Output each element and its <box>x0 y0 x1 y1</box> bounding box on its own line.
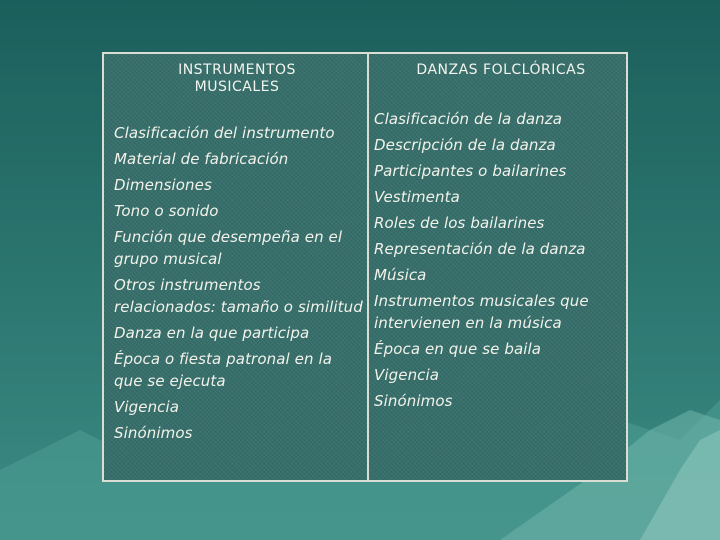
column-divider <box>367 54 369 480</box>
danzas-item: Música <box>374 266 427 284</box>
instrumentos-item: Vigencia <box>114 398 180 416</box>
header-danzas: DANZAS FOLCLÓRICAS <box>416 62 586 78</box>
instrumentos-item: Tono o sonido <box>114 202 219 220</box>
danzas-item: Instrumentos musicales que intervienen en la música <box>374 292 589 332</box>
danzas-item: Época en que se baila <box>374 340 542 358</box>
comparison-table <box>102 52 628 482</box>
danzas-item: Participantes o bailarines <box>374 162 567 180</box>
danzas-item: Vestimenta <box>374 188 460 206</box>
instrumentos-item: Sinónimos <box>114 424 193 442</box>
danzas-item: Roles de los bailarines <box>374 214 545 232</box>
danzas-list <box>374 106 626 414</box>
danzas-item: Vigencia <box>374 366 440 384</box>
instrumentos-item: Función que desempeña en el grupo musical <box>114 228 343 268</box>
instrumentos-item: Danza en la que participa <box>114 324 310 342</box>
instrumentos-item: Dimensiones <box>114 176 212 194</box>
instrumentos-item: Otros instrumentos relacionados: tamaño o similitud <box>114 276 363 316</box>
instrumentos-item: Clasificación del instrumento <box>114 124 335 142</box>
header-instrumentos-line1: INSTRUMENTOS <box>178 62 296 78</box>
header-instrumentos <box>124 62 350 96</box>
danzas-item: Representación de la danza <box>374 240 586 258</box>
instrumentos-item: Material de fabricación <box>114 150 289 168</box>
danzas-item: Descripción de la danza <box>374 136 556 154</box>
header-instrumentos-line2: MUSICALES <box>194 79 280 95</box>
instrumentos-item: Época o fiesta patronal en la que se ejecuta <box>114 350 332 390</box>
danzas-item: Clasificación de la danza <box>374 110 563 128</box>
danzas-item: Sinónimos <box>374 392 453 410</box>
instrumentos-list <box>114 120 364 446</box>
